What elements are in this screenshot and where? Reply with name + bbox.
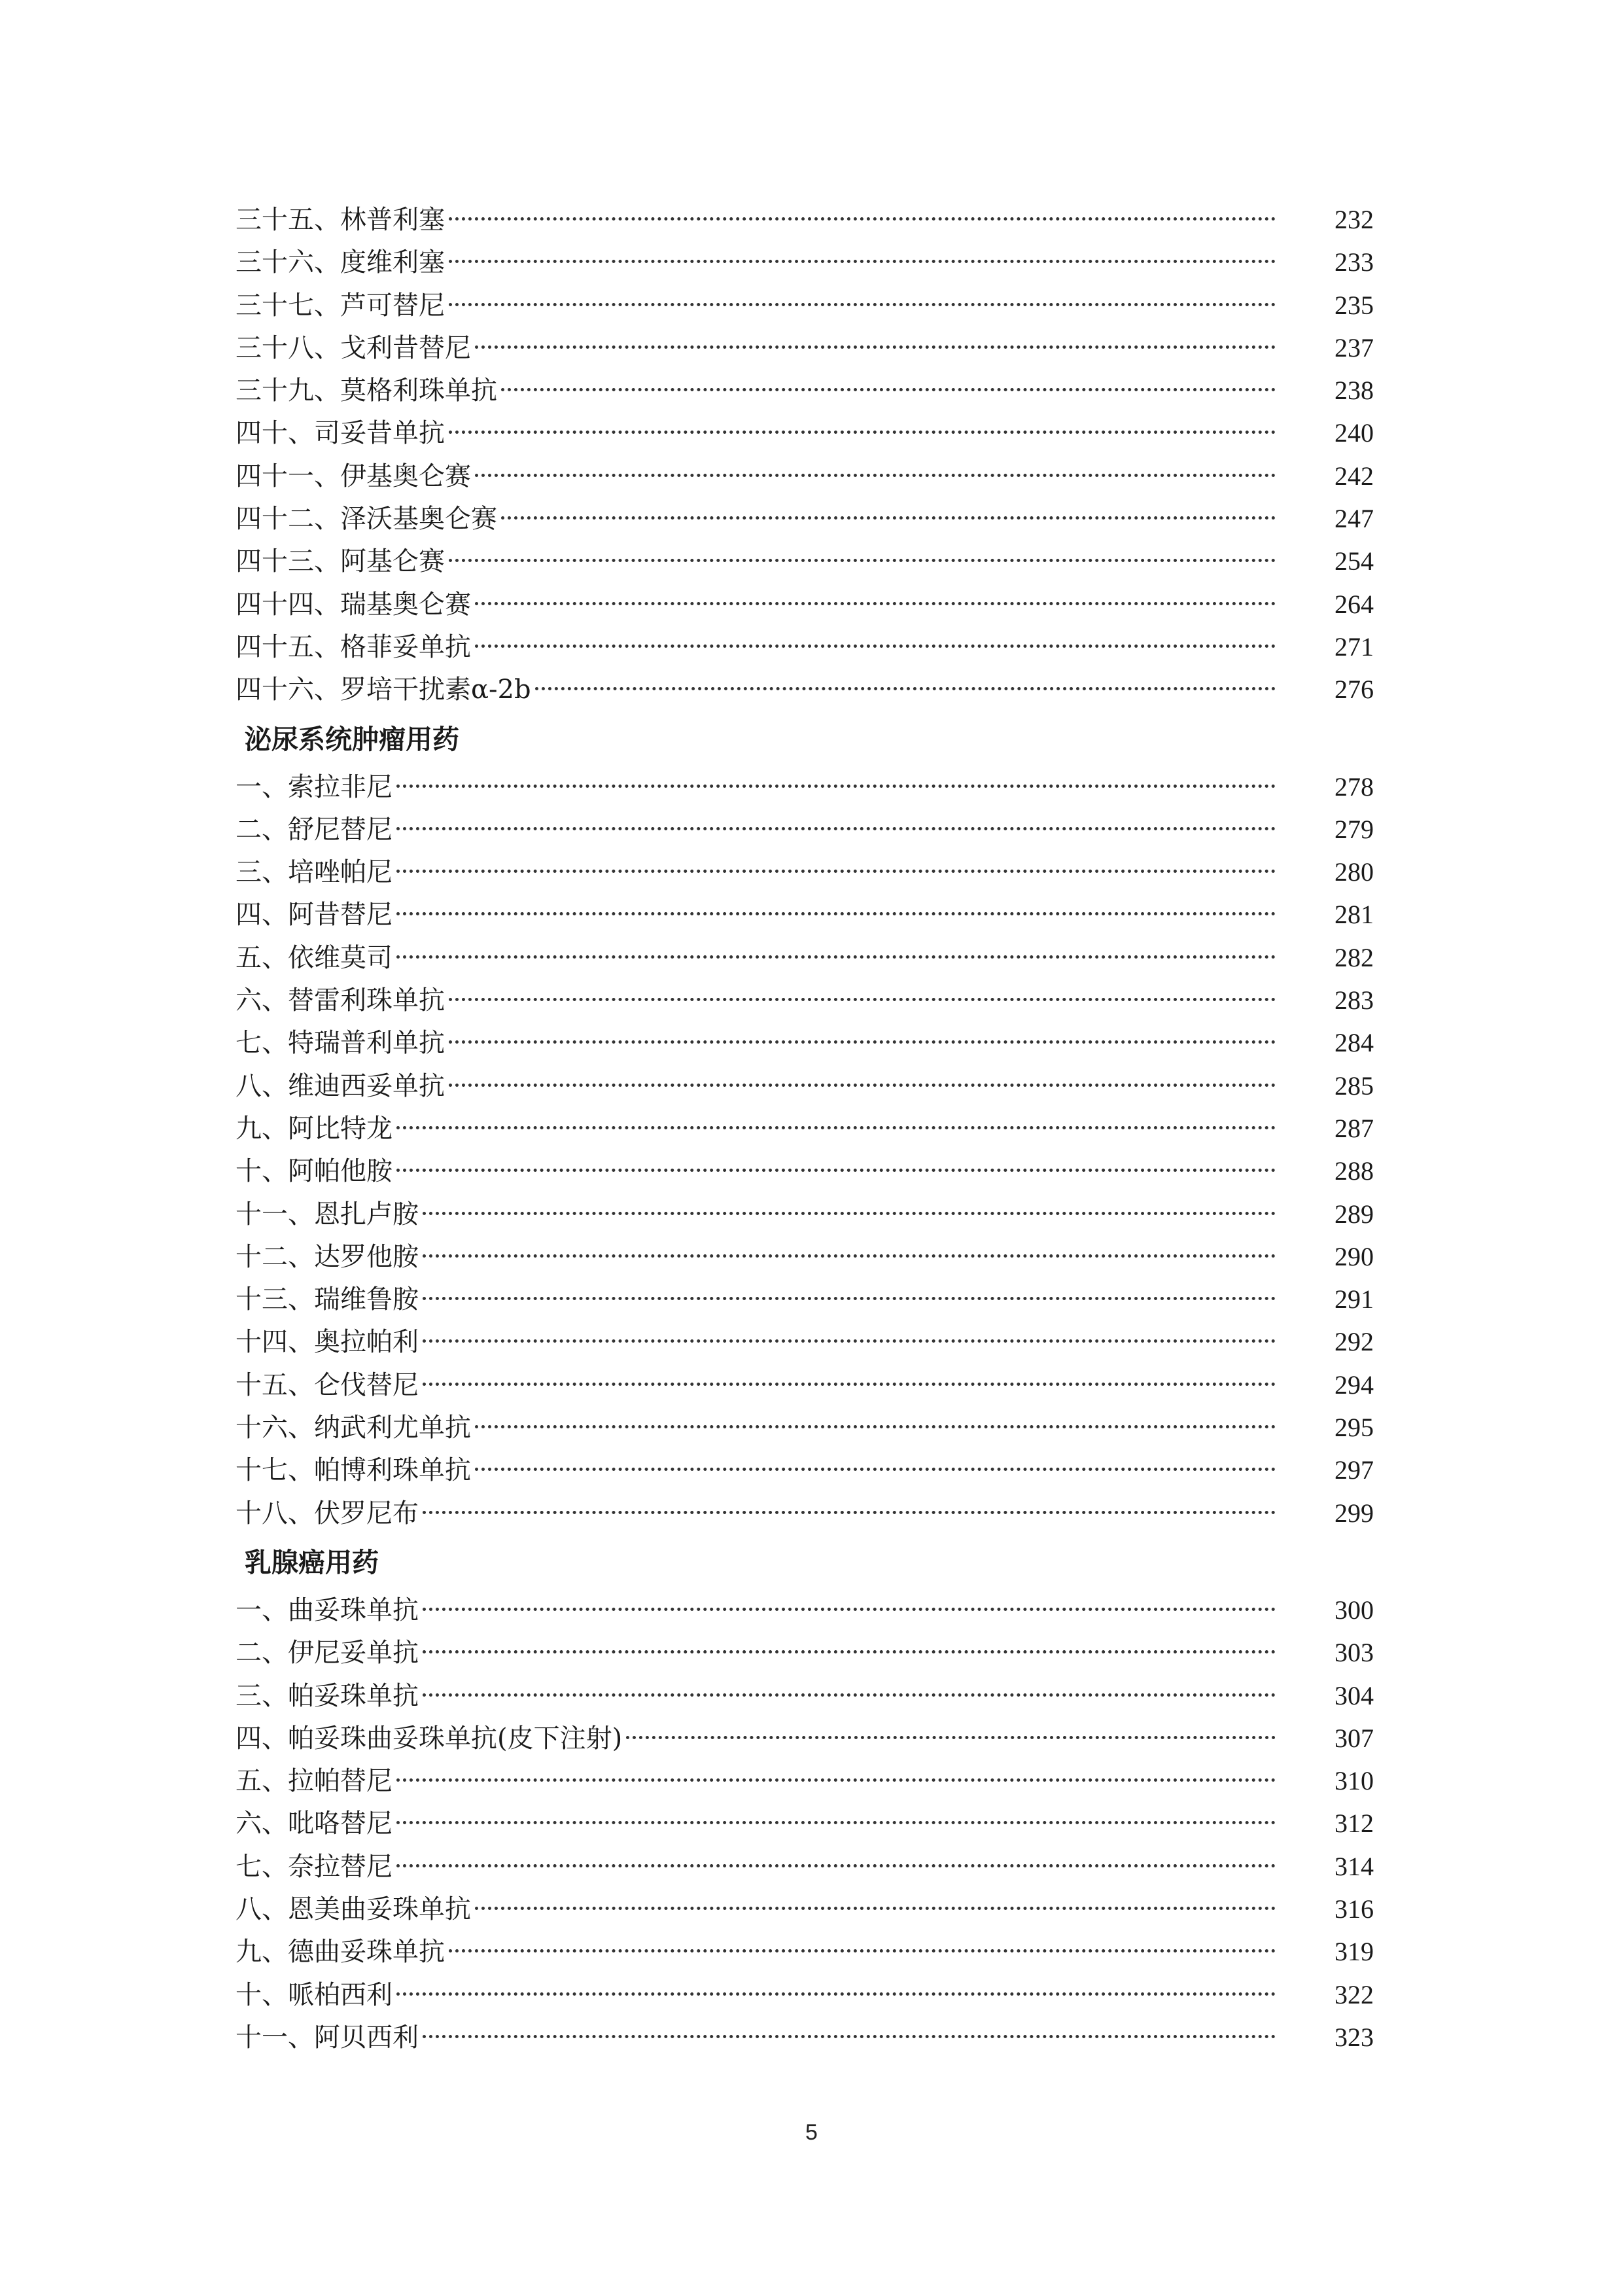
toc-entry[interactable] — [236, 979, 1374, 1021]
toc-entry[interactable] — [236, 1492, 1374, 1534]
toc-entry[interactable] — [236, 198, 1374, 241]
toc-entry-page: 292 — [1335, 1327, 1374, 1357]
dot-leader — [396, 827, 1276, 830]
toc-entry[interactable] — [236, 412, 1374, 454]
toc-entry[interactable] — [236, 766, 1374, 808]
toc-entry-page: 283 — [1335, 985, 1374, 1016]
toc-entry-title: 十三、瑞维鲁胺 — [236, 1284, 419, 1315]
toc-entry-title: 八、恩美曲妥珠单抗 — [236, 1894, 471, 1924]
section-heading: 泌尿系统肿瘤用药 — [245, 723, 459, 755]
toc-entry-title: 三十七、芦可替尼 — [236, 290, 445, 321]
toc-entry-page: 284 — [1335, 1028, 1374, 1058]
toc-entry-page: 291 — [1335, 1284, 1374, 1315]
toc-entry-title: 四十五、格菲妥单抗 — [236, 631, 471, 662]
dot-leader — [396, 1821, 1276, 1824]
toc-entry-page: 307 — [1335, 1723, 1374, 1753]
toc-entry[interactable] — [236, 1193, 1374, 1235]
toc-entry-page: 285 — [1335, 1070, 1374, 1101]
toc-entry-title: 十、阿帕他胺 — [236, 1156, 393, 1187]
toc-entry-page: 294 — [1335, 1369, 1374, 1400]
toc-entry-page: 276 — [1335, 675, 1374, 705]
dot-leader — [423, 1650, 1276, 1653]
dot-leader — [449, 1084, 1276, 1087]
toc-entry-title: 二、伊尼妥单抗 — [236, 1638, 419, 1669]
dot-leader — [396, 912, 1276, 915]
toc-entry-page: 282 — [1335, 942, 1374, 972]
toc-entry[interactable] — [236, 668, 1374, 711]
toc-entry-title: 三十六、度维利塞 — [236, 247, 445, 278]
toc-entry-title: 四十一、伊基奥仑赛 — [236, 461, 471, 491]
dot-leader — [475, 474, 1276, 477]
toc-entry[interactable] — [236, 497, 1374, 540]
toc-entry-page: 310 — [1335, 1766, 1374, 1796]
dot-leader — [475, 345, 1276, 349]
toc-entry[interactable] — [236, 1973, 1374, 2016]
toc-entry[interactable] — [236, 893, 1374, 936]
dot-leader — [423, 1608, 1276, 1611]
toc-entry-title: 六、替雷利珠单抗 — [236, 985, 445, 1016]
toc-entry-title: 五、依维莫司 — [236, 942, 393, 973]
dot-leader — [535, 687, 1276, 690]
toc-entry-page: 242 — [1335, 461, 1374, 491]
toc-entry-title: 六、吡咯替尼 — [236, 1809, 393, 1839]
page-number: 5 — [805, 2120, 818, 2145]
toc-entry[interactable] — [236, 1845, 1374, 1888]
toc-entry-page: 323 — [1335, 2022, 1374, 2052]
section-heading: 乳腺癌用药 — [245, 1546, 379, 1578]
dot-leader — [396, 955, 1276, 959]
toc-entry-title: 四十、司妥昔单抗 — [236, 418, 445, 449]
toc-entry-page: 316 — [1335, 1894, 1374, 1924]
toc-entry-title: 十二、达罗他胺 — [236, 1241, 419, 1272]
toc-entry[interactable] — [236, 2016, 1374, 2058]
dot-leader — [501, 516, 1276, 520]
toc-entry[interactable] — [236, 1449, 1374, 1491]
dot-leader — [396, 1864, 1276, 1867]
toc-entry-title: 八、维迪西妥单抗 — [236, 1070, 445, 1101]
dot-leader — [475, 1907, 1276, 1910]
toc-entry-title: 一、索拉非尼 — [236, 771, 393, 802]
toc-entry-title: 十一、恩扎卢胺 — [236, 1199, 419, 1229]
toc-entry-title: 一、曲妥珠单抗 — [236, 1595, 419, 1625]
toc-entry-page: 254 — [1335, 546, 1374, 576]
toc-entry-page: 240 — [1335, 418, 1374, 448]
dot-leader — [501, 388, 1276, 391]
dot-leader — [449, 260, 1276, 263]
toc-entry[interactable] — [236, 369, 1374, 412]
toc-entry[interactable] — [236, 1065, 1374, 1107]
toc-entry-page: 278 — [1335, 771, 1374, 802]
toc-entry-page: 233 — [1335, 247, 1374, 277]
toc-entry-title: 四十四、瑞基奥仑赛 — [236, 589, 471, 620]
toc-entry[interactable] — [236, 808, 1374, 851]
dot-leader — [449, 303, 1276, 306]
toc-entry[interactable] — [236, 1021, 1374, 1064]
toc-entry-page: 281 — [1335, 900, 1374, 930]
toc-entry-page: 319 — [1335, 1937, 1374, 1967]
toc-entry[interactable] — [236, 1759, 1374, 1802]
toc-entry-page: 237 — [1335, 332, 1374, 362]
toc-entry-page: 235 — [1335, 290, 1374, 320]
dot-leader — [396, 870, 1276, 873]
toc-entry[interactable] — [236, 936, 1374, 979]
toc-entry-title: 三十九、莫格利珠单抗 — [236, 376, 497, 406]
toc-entry-title: 九、阿比特龙 — [236, 1113, 393, 1144]
dot-leader — [423, 1693, 1276, 1697]
toc-entry-page: 303 — [1335, 1638, 1374, 1668]
dot-leader — [396, 1169, 1276, 1172]
toc-entry-page: 299 — [1335, 1498, 1374, 1528]
toc-entry-page: 287 — [1335, 1113, 1374, 1143]
toc-entry-title: 七、奈拉替尼 — [236, 1851, 393, 1882]
dot-leader — [449, 559, 1276, 562]
toc-entry-page: 279 — [1335, 814, 1374, 844]
toc-entry-title: 十一、阿贝西利 — [236, 2022, 419, 2053]
dot-leader — [423, 1212, 1276, 1215]
toc-entry-page: 264 — [1335, 589, 1374, 619]
toc-entry-title: 二、舒尼替尼 — [236, 814, 393, 845]
dot-leader — [396, 1126, 1276, 1129]
toc-entry-title: 四十三、阿基仑赛 — [236, 546, 445, 577]
dot-leader — [396, 1778, 1276, 1782]
toc-entry-page: 289 — [1335, 1199, 1374, 1229]
toc-entry[interactable] — [236, 1888, 1374, 1930]
toc-entry[interactable] — [236, 327, 1374, 369]
dot-leader — [449, 1040, 1276, 1044]
toc-entry-page: 314 — [1335, 1851, 1374, 1881]
toc-entry[interactable] — [236, 1278, 1374, 1320]
dot-leader — [449, 998, 1276, 1001]
toc-entry-title: 十六、纳武利尤单抗 — [236, 1413, 471, 1443]
toc-entry-title: 四、阿昔替尼 — [236, 900, 393, 930]
toc-entry-page: 297 — [1335, 1455, 1374, 1485]
table-of-contents — [236, 198, 1374, 2058]
toc-entry-page: 300 — [1335, 1595, 1374, 1625]
toc-entry-page: 290 — [1335, 1241, 1374, 1271]
toc-entry[interactable] — [236, 1320, 1374, 1363]
dot-leader — [449, 217, 1276, 221]
toc-entry-title: 十七、帕博利珠单抗 — [236, 1455, 471, 1486]
toc-entry[interactable] — [236, 540, 1374, 582]
toc-entry[interactable] — [236, 1631, 1374, 1674]
toc-entry[interactable] — [236, 455, 1374, 497]
toc-entry-title: 十、哌柏西利 — [236, 1979, 393, 2010]
toc-entry-title: 三十五、林普利塞 — [236, 205, 445, 235]
dot-leader — [475, 645, 1276, 648]
toc-entry[interactable] — [236, 1235, 1374, 1278]
dot-leader — [396, 785, 1276, 788]
toc-entry-page: 312 — [1335, 1809, 1374, 1839]
dot-leader — [449, 431, 1276, 434]
toc-entry[interactable] — [236, 626, 1374, 668]
toc-entry[interactable] — [236, 1150, 1374, 1192]
toc-entry[interactable] — [236, 1930, 1374, 1973]
toc-entry-page: 304 — [1335, 1680, 1374, 1710]
toc-entry-title: 三、帕妥珠单抗 — [236, 1680, 419, 1711]
toc-entry-page: 295 — [1335, 1413, 1374, 1443]
toc-entry-title: 九、德曲妥珠单抗 — [236, 1937, 445, 1968]
dot-leader — [475, 602, 1276, 605]
dot-leader — [396, 1992, 1276, 1996]
dot-leader — [423, 2035, 1276, 2038]
toc-entry[interactable] — [236, 1674, 1374, 1717]
toc-entry[interactable] — [236, 1589, 1374, 1631]
toc-entry[interactable] — [236, 1717, 1374, 1759]
toc-entry-page: 238 — [1335, 376, 1374, 406]
dot-leader — [449, 1949, 1276, 1952]
toc-entry[interactable] — [236, 241, 1374, 283]
dot-leader — [475, 1425, 1276, 1428]
dot-leader — [423, 1511, 1276, 1514]
toc-entry[interactable] — [236, 1107, 1374, 1150]
toc-entry-page: 322 — [1335, 1979, 1374, 2009]
toc-entry-title: 十五、仑伐替尼 — [236, 1369, 419, 1400]
toc-entry-page: 247 — [1335, 504, 1374, 534]
toc-entry-title: 七、特瑞普利单抗 — [236, 1028, 445, 1059]
toc-entry-title: 四十二、泽沃基奥仑赛 — [236, 504, 497, 535]
toc-entry-page: 280 — [1335, 857, 1374, 887]
dot-leader — [423, 1383, 1276, 1386]
toc-entry-title: 四十六、罗培干扰素α-2b — [236, 675, 531, 705]
dot-leader — [423, 1254, 1276, 1258]
toc-entry[interactable] — [236, 1802, 1374, 1845]
toc-entry-page: 232 — [1335, 205, 1374, 234]
toc-entry-page: 288 — [1335, 1156, 1374, 1186]
toc-entry-title: 五、拉帕替尼 — [236, 1766, 393, 1797]
toc-entry-title: 四、帕妥珠曲妥珠单抗(皮下注射) — [236, 1723, 623, 1754]
toc-entry[interactable] — [236, 1364, 1374, 1406]
toc-entry-title: 十八、伏罗尼布 — [236, 1498, 419, 1528]
toc-entry-title: 三十八、戈利昔替尼 — [236, 332, 471, 363]
dot-leader — [475, 1468, 1276, 1471]
dot-leader — [423, 1297, 1276, 1300]
toc-entry[interactable] — [236, 851, 1374, 893]
dot-leader — [423, 1339, 1276, 1343]
dot-leader — [626, 1736, 1276, 1739]
toc-entry-page: 271 — [1335, 631, 1374, 662]
toc-entry[interactable] — [236, 1406, 1374, 1449]
toc-entry[interactable] — [236, 583, 1374, 626]
toc-entry-title: 三、培唑帕尼 — [236, 857, 393, 888]
toc-entry[interactable] — [236, 284, 1374, 327]
toc-entry-title: 十四、奥拉帕利 — [236, 1327, 419, 1358]
